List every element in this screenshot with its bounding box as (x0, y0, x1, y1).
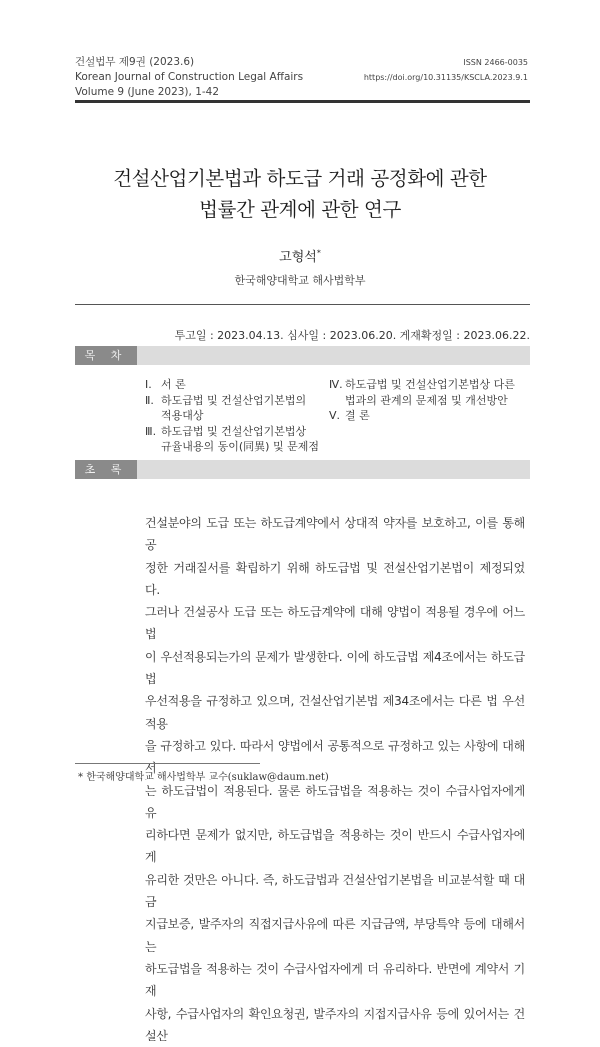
toc-item: Ⅳ. 하도급법 및 건설산업기본법상 다른 법과의 관계의 문제점 및 개선방안 (329, 378, 515, 407)
header-rule (75, 100, 530, 103)
title-line: 법률간 관계에 관한 연구 (199, 198, 401, 221)
abstract-line: 우선적용을 규정하고 있으며, 건설산업기본법 제34조에서는 다른 법 우선적용 (145, 694, 525, 731)
abstract-line: 하도급법을 적용하는 것이 수급사업자에게 더 유리하다. 반면에 계약서 기재 (145, 961, 525, 999)
toc-item: Ⅲ. 하도급법 및 건설산업기본법상 규율내용의 동이(同異) 및 문제점 (145, 424, 319, 453)
footnote-text: 한국해양대학교 해사법학부 교수(suklaw@daum.net) (86, 772, 329, 783)
toc-left-column (145, 377, 320, 455)
issn: ISSN 2466-0035 (463, 58, 528, 67)
author (0, 246, 600, 265)
toc-right-column (329, 377, 524, 424)
title-line: 건설산업기본법과 하도급 거래 공정화에 관한 (113, 167, 487, 190)
abstract-line: 정한 거래질서를 확립하기 위해 하도급법 및 전설산업기본법이 제정되었다. (145, 560, 525, 597)
toc-item: Ⅰ. 서 론 (145, 378, 186, 391)
footnote-marker: * (78, 772, 83, 783)
abstract-line: 그러나 건설공사 도급 또는 하도급계약에 대해 양법이 적용될 경우에 어느 법 (145, 605, 525, 642)
abstract-line: 건설분야의 도급 또는 하도급계약에서 상대적 약자를 보호하고, 이를 통해 공 (145, 516, 525, 553)
doi: https://doi.org/10.31135/KSCLA.2023.9.1 (363, 73, 528, 82)
footnote-rule (75, 763, 260, 764)
toc-label: 목 차 (75, 346, 137, 365)
journal-volume: Volume 9 (June 2023), 1-42 (75, 86, 220, 98)
toc-bar (75, 346, 530, 365)
toc-item: Ⅴ. 결 론 (329, 409, 370, 422)
submission-dates: 투고일 : 2023.04.13. 심사일 : 2023.06.20. 게재확정일 : 2023.06.22. (174, 329, 530, 342)
author-name: 고형석 (279, 250, 317, 265)
journal-title-ko: 건설법무 제9권 (2023.6) (75, 56, 195, 68)
abstract-line: 이 우선적용되는가의 문제가 발생한다. 이에 하도급법 제4조에서는 하도급법 (145, 649, 525, 687)
abstract-line: 사항, 수급사업자의 확인요청권, 발주자의 지접지급사유 등에 있어서는 건설산 (145, 1006, 525, 1043)
abstract-line: 유리한 것만은 아니다. 즉, 하도급법과 건설산업기본법을 비교분석할 때 대금 (145, 872, 525, 910)
author-footnote-marker: * (316, 248, 321, 258)
abstract-line: 지급보증, 발주자의 직접지급사유에 따른 지급금액, 부당특약 등에 대해서는 (145, 917, 525, 954)
journal-identifiers (364, 55, 528, 85)
abstract-line: 는 하도급법이 적용된다. 물론 하도급법을 적용하는 것이 수급사업자에게 유 (145, 783, 525, 820)
paper-title (40, 163, 560, 225)
journal-header (75, 55, 303, 100)
abstract-line: 리하다면 문제가 없지만, 하도급법을 적용하는 것이 반드시 수급사업자에게 (145, 828, 525, 865)
abstract-label: 초 록 (75, 460, 137, 479)
toc-item: Ⅱ. 하도급법 및 건설산업기본법의 적용대상 (145, 393, 307, 422)
journal-title-en: Korean Journal of Construction Legal Affairs (75, 71, 304, 83)
section-rule (75, 304, 530, 305)
abstract-bar (75, 460, 530, 479)
footnote (78, 768, 329, 783)
author-affiliation: 한국해양대학교 해사법학부 (234, 274, 366, 287)
abstract-line: 을 규정하고 있다. 따라서 양법에서 공통적으로 규정하고 있는 사항에 대해서 (145, 738, 525, 776)
